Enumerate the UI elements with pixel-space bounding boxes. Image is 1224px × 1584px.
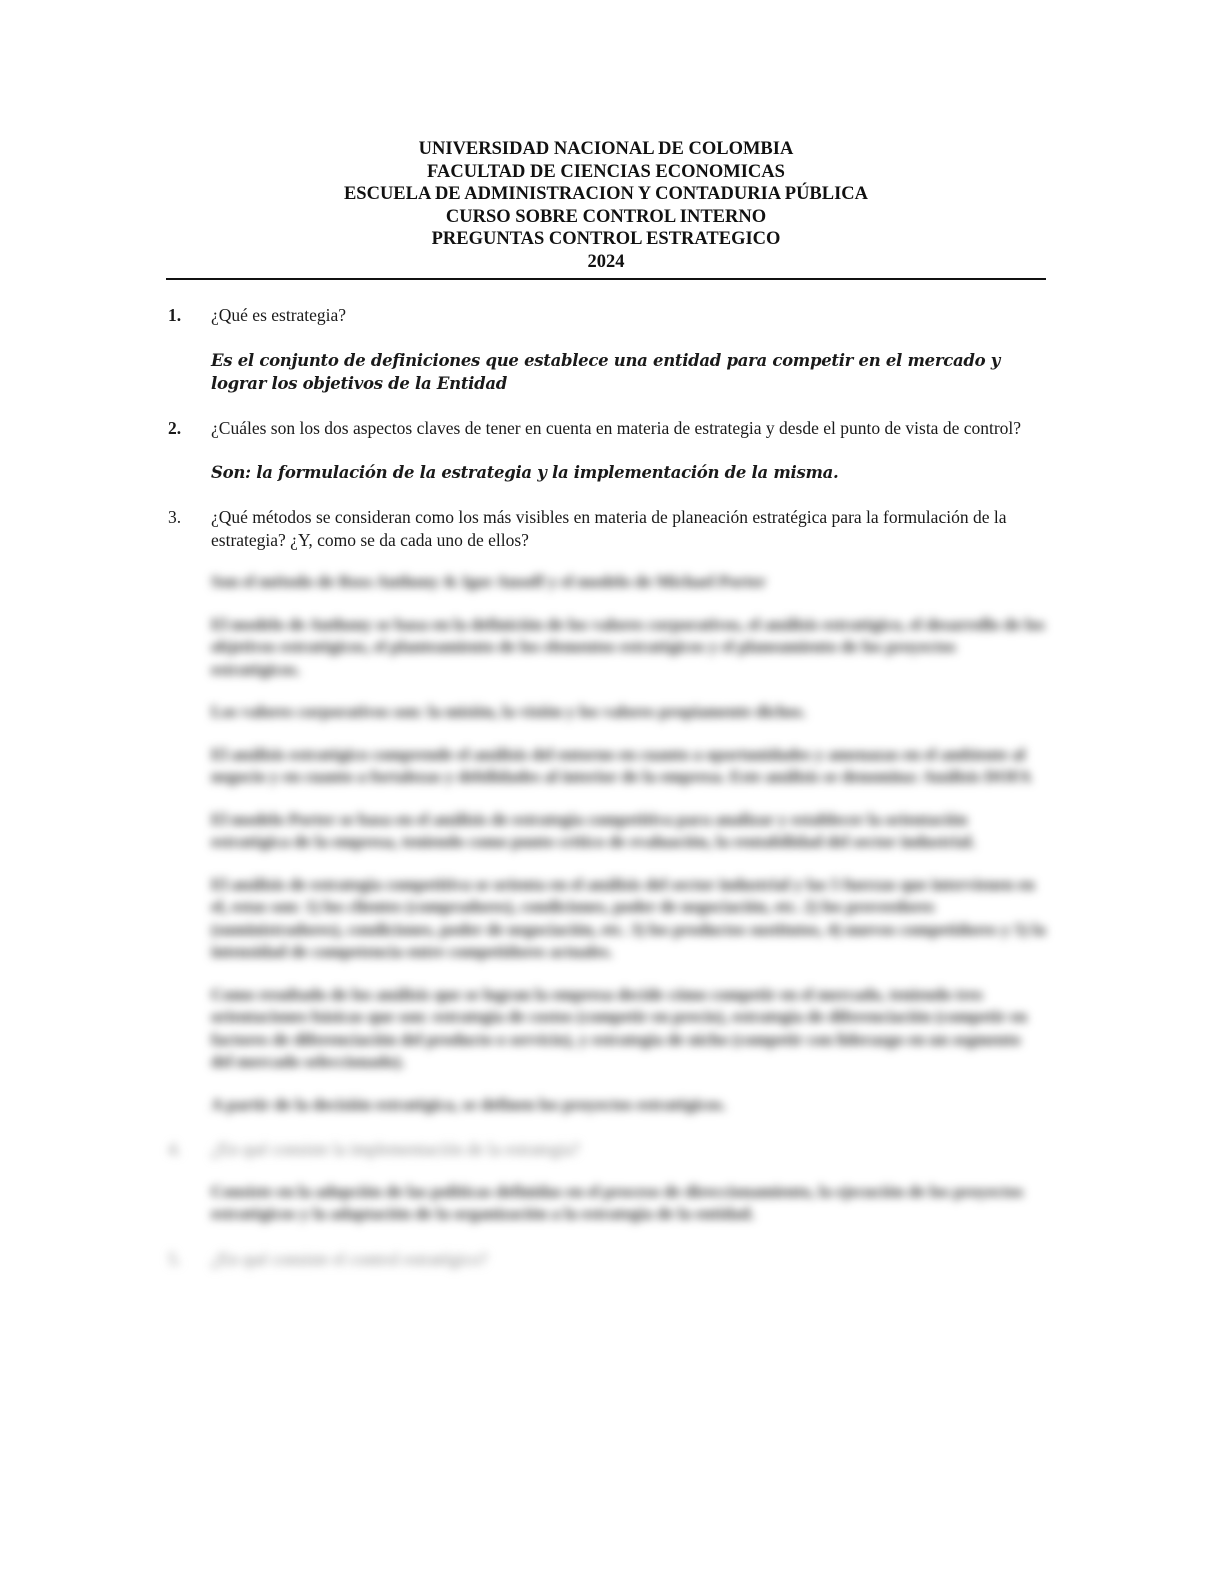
- question-number: 2.: [168, 417, 182, 438]
- document-header: [166, 138, 1046, 273]
- header-year: 2024: [587, 251, 625, 272]
- question-text: ¿Qué métodos se consideran como los más visibles en materia de planeación estratégica para la formulación de la estrategia? ¿Y, como se da cada uno de ellos?: [211, 507, 1007, 550]
- header-title: PREGUNTAS CONTROL ESTRATEGICO: [431, 229, 781, 249]
- question-number: 1.: [168, 305, 182, 325]
- question-text: ¿Cuáles son los dos aspectos claves de tener en cuenta en materia de estrategia y desde el punto de vista de control?: [211, 417, 1022, 438]
- header-faculty: FACULTAD DE CIENCIAS ECONOMICAS: [427, 161, 785, 182]
- question-4: [166, 1138, 1046, 1226]
- question-text: ¿Qué es estrategia?: [211, 305, 347, 325]
- question-5: [166, 1248, 1046, 1271]
- blurred-paragraph: El análisis de estrategia competitiva se orienta en el análisis del sector industrial y las 5 fuerzas que intervienen en el, estas son: 1) los clientes (compradores), condiciones, poder de negociación, etc. 2) los proveedores (suministradores), condiciones, poder de negociación, etc. 3) los productos sustitutos, 4) nuevos competidores y 5) la intensidad de competencia entre competidores actuales.: [211, 874, 1046, 961]
- question-3: [166, 506, 1046, 1116]
- question-number: 3.: [168, 507, 182, 527]
- blurred-paragraph: Consiste en la adopción de las políticas definidas en el proceso de direccionamiento, la ejecución de los proyectos estratégicos y la adaptación de la organización a la estrategia de la entidad.: [211, 1181, 1024, 1223]
- question-text: ¿En qué consiste el control estratégico?: [211, 1248, 488, 1269]
- question-1: [166, 304, 1046, 395]
- question-number: 4.: [168, 1139, 182, 1159]
- header-university: UNIVERSIDAD NACIONAL DE COLOMBIA: [418, 139, 794, 159]
- blurred-paragraph: El modelo de Anthony se basa en la definición de los valores corporativos, el análisis estratégico, el desarrollo de los objetivos estratégicos, el planteamiento de los elementos estratégicos y el planeamiento de los proyectos estratégicos.: [211, 614, 1045, 679]
- blurred-paragraph: A partir de la decisión estratégica, se definen los proyectos estratégicos.: [211, 1094, 726, 1114]
- question-number: 5.: [168, 1248, 182, 1269]
- header-school: ESCUELA DE ADMINISTRACION Y CONTADURIA PÚBLICA: [343, 184, 869, 204]
- question-text: ¿En qué consiste la implementación de la estrategia?: [211, 1139, 580, 1159]
- answer-text: Son: la formulación de la estrategia y la implementación de la misma.: [211, 463, 839, 482]
- question-2: [166, 417, 1046, 485]
- blurred-paragraph: Los valores corporativos son: la misión, la visión y los valores propiamente dichos.: [211, 702, 807, 721]
- header-divider: [166, 278, 1046, 280]
- answer-text: Es el conjunto de definiciones que establece una entidad para competir en el mercado y lograr los objetivos de la Entidad: [211, 350, 1001, 393]
- header-course: CURSO SOBRE CONTROL INTERNO: [445, 206, 767, 227]
- blurred-answer: [211, 571, 1046, 1116]
- question-list: [166, 304, 1046, 1270]
- blurred-paragraph: Como resultado de los análisis que se logran la empresa decide cómo competir en el mercado, teniendo tres orientaciones básicas que son: estrategia de costos (competir en precio), estrategia de diferenciación (competir en factores de diferenciación del producto o servicio), y estrategia de nicho (competir con liderazgo en un segmento del mercado seleccionado).: [211, 984, 1027, 1071]
- blurred-paragraph: El análisis estratégico comprende el análisis del entorno en cuanto a oportunidades y amenazas en el ambiente al negocio y en cuanto a fortalezas y debilidades al interior de la empresa. Este análisis se denomina: Análisis DOFA: [211, 744, 1032, 786]
- blurred-paragraph: El modelo Porter se basa en el análisis de estrategia competitiva para analizar y establecer la orientación estratégica de la empresa, teniendo como punto crítico de evaluación, la rentabilidad del sector industrial.: [211, 809, 976, 851]
- document-page: [166, 138, 1046, 1292]
- blurred-paragraph: Son el método de Ross Anthony & Igor Ansoff y el modelo de Michael Porter: [211, 572, 766, 591]
